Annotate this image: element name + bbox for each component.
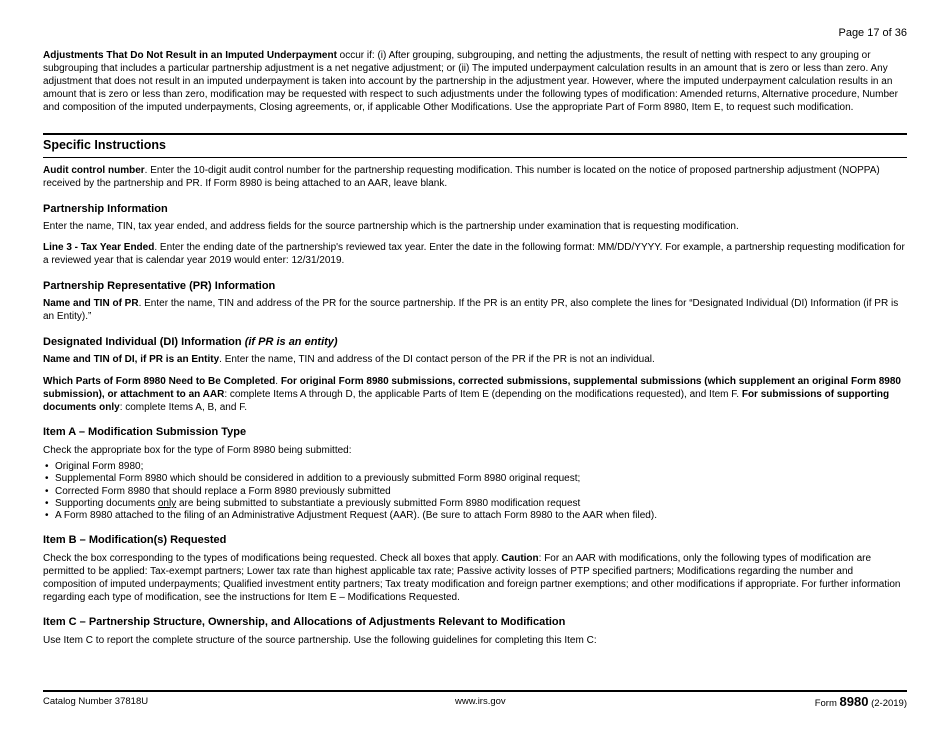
line3-paragraph	[43, 241, 907, 267]
bullet-text: A Form 8980 attached to the filing of an Administrative Adjustment Request (AAR). (Be sure to attach Form 8980 to the AAR when filed).	[55, 510, 657, 522]
supporting-docs-text: : complete Items A, B, and F.	[119, 402, 247, 414]
heading-di-information	[43, 336, 338, 348]
heading-item-a: Item A – Modification Submission Type	[43, 426, 247, 438]
audit-control-bold: Audit control number	[43, 165, 145, 176]
pr-bold: Name and TIN of PR	[43, 298, 139, 309]
list-item	[45, 497, 907, 510]
bullet-text: are being submitted to substantiate a previously submitted Form 8980 modification request	[176, 497, 581, 509]
intro-paragraph	[43, 49, 907, 114]
which-parts-sep: .	[275, 376, 281, 387]
section-divider	[43, 133, 907, 135]
intro-bold-lead: Adjustments That Do Not Result in an Imputed Underpayment	[43, 50, 337, 61]
heading-item-c: Item C – Partnership Structure, Ownership, and Allocations of Adjustments Relevant to Modification	[43, 616, 566, 628]
audit-control-paragraph	[43, 164, 907, 190]
supporting-docs-bold: For submissions of supporting documents only	[43, 389, 890, 414]
original-submissions-text: : complete Items A through D, the applicable Parts of Item E (depending on the modifications requested), and Item F.	[224, 389, 742, 401]
caution-bold: Caution	[501, 553, 539, 564]
footer-divider	[43, 690, 907, 692]
bullet-text: Original Form 8980;	[55, 461, 144, 472]
item-a-intro: Check the appropriate box for the type of Form 8980 being submitted:	[43, 445, 352, 456]
heading-pr-information: Partnership Representative (PR) Information	[43, 280, 276, 292]
list-item	[45, 461, 907, 473]
heading-item-b: Item B – Modification(s) Requested	[43, 534, 227, 546]
form-revision: (2-2019)	[868, 698, 907, 709]
partnership-paragraph: Enter the name, TIN, tax year ended, and address fields for the source partnership which is the partnership under examination that is requesting modification.	[43, 221, 739, 232]
item-b-text-post: : For an AAR with modifications, only the following types of modification are permitted to be applied: Tax-exempt partners; Lower tax rate than highest applicable tax rate; Passive activity losses of PTP specified partners; Modifications regarding the number and composition of imputed underpayments; Qualified investment entity partners; Tax treaty modification and foreign partner exemptions; and other modifications if appropriate. For further information regarding each type of modification, see the instructions for Item E – Modifications Requested.	[43, 553, 901, 604]
item-b-text-pre: Check the box corresponding to the types of modifications being requested. Check all boxes that apply.	[43, 553, 502, 564]
bullet-icon: •	[45, 485, 49, 497]
pr-text: . Enter the name, TIN and address of the PR for the source partnership. If the PR is an entity PR, also complete the lines for “Designated Individual (DI) Information (if PR is an Entity).”	[43, 298, 899, 323]
bullet-text: Supporting documents	[55, 497, 158, 509]
item-a-bullet-list	[43, 461, 907, 522]
line3-bold: Line 3 - Tax Year Ended	[43, 242, 155, 253]
bullet-icon: •	[45, 473, 49, 485]
catalog-number: Catalog Number 37818U	[43, 696, 149, 707]
page-number: Page 17 of 36	[838, 27, 907, 39]
di-bold: Name and TIN of DI, if PR is an Entity	[43, 354, 220, 365]
section-underline	[43, 157, 907, 158]
audit-control-text: . Enter the 10-digit audit control number for the partnership requesting modification. This number is located on the notice of proposed partnership adjustment (NOPPA) received by the partnership and PR. If Form 8980 is being attached to an AAR, leave blank.	[43, 165, 880, 190]
intro-text: occur if: (i) After grouping, subgrouping, and netting the adjustments, the result of netting with respect to any grouping or subgrouping that includes a particular partnership adjustment is a net negative adjustment; or (ii) The imputed underpayment calculation results in an amount that is zero or less than zero. Any adjustment that does not result in an imputed underpayment is taken into account by the partnership in the adjustment year. However, where the imputed underpayment calculation results in an amount that is zero or less than zero, modification may be requested with respect to such adjustments under the following types of modification: Amended returns, Alternative procedure, Number and composition of the imputed underpayments, Closing agreements, or, if applicable Other Modifications. Use the appropriate Part of Form 8980, Item E, to request such modification.	[43, 50, 898, 114]
bullet-text: Corrected Form 8980 that should replace a Form 8980 previously submitted	[55, 485, 391, 497]
section-title: Specific Instructions	[43, 138, 166, 152]
bullet-text: Supplemental Form 8980 which should be considered in addition to a previously submitted Form 8980 original request;	[55, 473, 581, 485]
form-number: 8980	[839, 694, 869, 709]
heading-partnership-information: Partnership Information	[43, 203, 168, 215]
bullet-icon: •	[45, 497, 49, 509]
item-b-paragraph	[43, 552, 907, 604]
item-c-paragraph: Use Item C to report the complete structure of the source partnership. Use the following guidelines for completing this Item C:	[43, 635, 597, 646]
website-link[interactable]: www.irs.gov	[455, 696, 506, 707]
list-item	[45, 510, 907, 522]
form-label	[815, 694, 907, 709]
which-parts-paragraph	[43, 375, 907, 414]
bullet-icon: •	[45, 461, 49, 472]
pr-paragraph	[43, 297, 907, 323]
list-item	[45, 485, 907, 498]
line3-text: . Enter the ending date of the partnership's reviewed tax year. Enter the date in the following format: MM/DD/YYYY. For example, a partnership requesting modification for a reviewed year that is calendar year 2019 would enter: 12/31/2019.	[43, 242, 905, 267]
di-heading-text: Designated Individual (DI) Information	[43, 336, 245, 348]
di-paragraph	[43, 353, 907, 366]
form-prefix: Form	[814, 698, 840, 709]
di-heading-italic: (if PR is an entity)	[244, 336, 338, 348]
list-item	[45, 473, 907, 485]
which-parts-bold: Which Parts of Form 8980 Need to Be Completed	[43, 376, 276, 387]
bullet-underline-only: only	[157, 497, 177, 509]
bullet-icon: •	[45, 510, 49, 522]
di-text: . Enter the name, TIN and address of the DI contact person of the PR if the PR is not an individual.	[219, 354, 655, 365]
original-submissions-bold: For original Form 8980 submissions, corrected submissions, supplemental submissions (which supplement an original Form 8980 submission), or attachment to an AAR	[43, 376, 901, 401]
